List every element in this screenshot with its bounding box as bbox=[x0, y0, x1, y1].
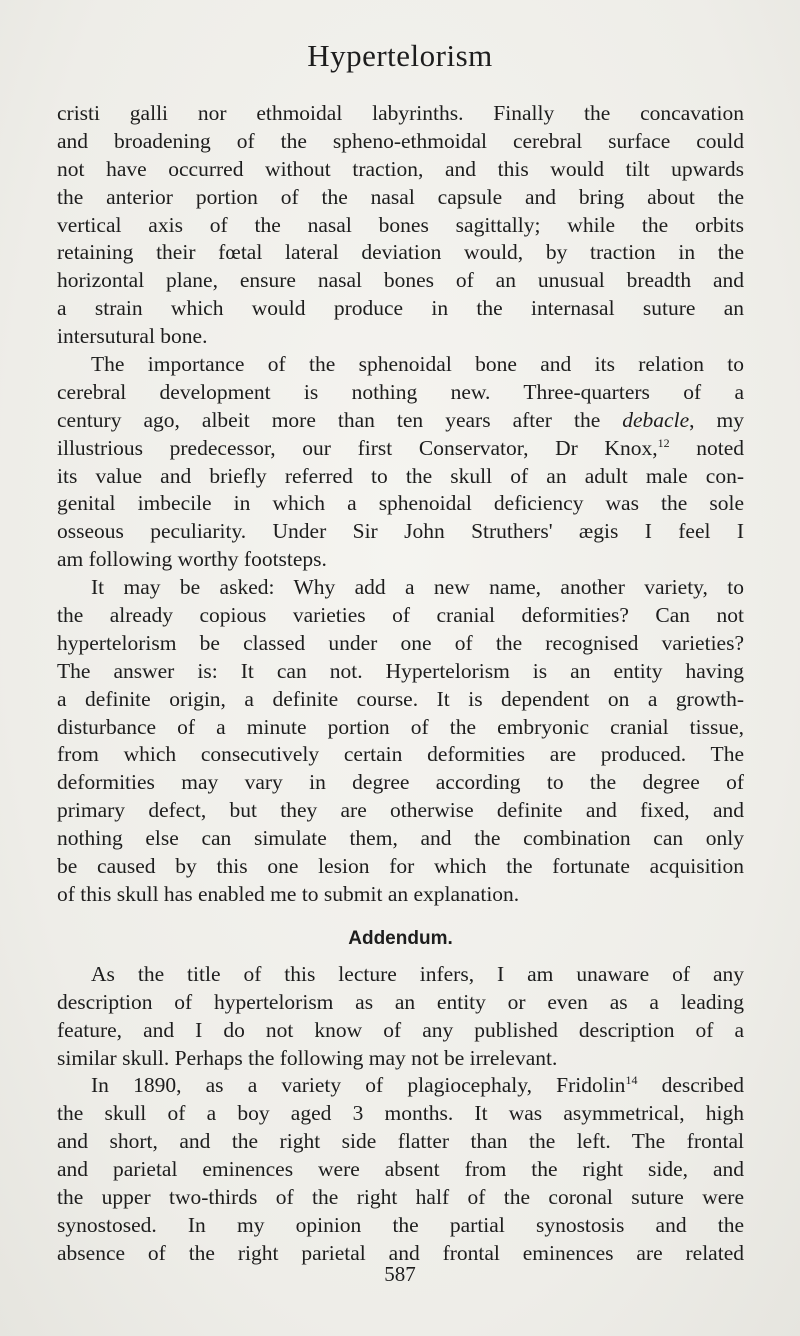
text-line: the anterior portion of the nasal capsule and bring about the bbox=[57, 184, 744, 209]
paragraph bbox=[57, 100, 744, 351]
text-line: deformities may vary in degree according to the degree of bbox=[57, 770, 744, 795]
text-body bbox=[57, 100, 744, 1268]
text-line: intersutural bone. bbox=[57, 324, 208, 349]
text-line: and parietal eminences were absent from the right side, and bbox=[57, 1157, 744, 1182]
text-line: from which consecutively certain deformities are produced. The bbox=[57, 742, 744, 767]
text-line: the skull of a boy aged 3 months. It was asymmetrical, high bbox=[57, 1101, 744, 1126]
text-line: illustrious predecessor, our first Conservator, Dr Knox,$^{12}$ noted bbox=[57, 435, 744, 460]
text-line: and broadening of the spheno-ethmoidal cerebral surface could bbox=[57, 128, 744, 153]
text-line: a strain which would produce in the internasal suture an bbox=[57, 296, 744, 321]
text-line: primary defect, but they are otherwise definite and fixed, and bbox=[57, 798, 744, 823]
text-line: retaining their fœtal lateral deviation would, by traction in the bbox=[57, 240, 744, 265]
text-line: cristi galli nor ethmoidal labyrinths. Finally the concavation bbox=[57, 101, 744, 125]
text-line: a definite origin, a definite course. It is dependent on a growth- bbox=[57, 686, 744, 711]
text-line: As the title of this lecture infers, I am unaware of any bbox=[91, 961, 744, 986]
text-line: absence of the right parietal and frontal eminences are related bbox=[57, 1240, 744, 1265]
text-line: hypertelorism be classed under one of the recognised varieties? bbox=[57, 630, 744, 655]
text-line: be caused by this one lesion for which the fortunate acquisition bbox=[57, 854, 744, 879]
text-line: disturbance of a minute portion of the embryonic cranial tissue, bbox=[57, 714, 744, 739]
text-line: nothing else can simulate them, and the combination can only bbox=[57, 826, 744, 851]
text-line: genital imbecile in which a sphenoidal deficiency was the sole bbox=[57, 491, 744, 516]
text-line: synostosed. In my opinion the partial synostosis and the bbox=[57, 1212, 744, 1237]
page-number: 587 bbox=[384, 1262, 416, 1286]
paragraph bbox=[57, 351, 744, 574]
text-line: vertical axis of the nasal bones sagittally; while the orbits bbox=[57, 212, 744, 237]
text-line: the already copious varieties of cranial deformities? Can not bbox=[57, 603, 744, 628]
paragraph bbox=[57, 1072, 744, 1267]
text-line: similar skull. Perhaps the following may not be irrelevant. bbox=[57, 1045, 558, 1070]
text-line: The importance of the sphenoidal bone and its relation to bbox=[91, 352, 744, 377]
text-line: and short, and the right side flatter than the left. The frontal bbox=[57, 1129, 744, 1154]
running-head: Hypertelorism bbox=[307, 38, 493, 73]
text-line: It may be asked: Why add a new name, another variety, to bbox=[91, 575, 744, 600]
text-line: not have occurred without traction, and this would tilt upwards bbox=[57, 156, 744, 181]
text-line: In 1890, as a variety of plagiocephaly, Fridolin$^{14}$ described bbox=[91, 1073, 744, 1098]
paragraph bbox=[57, 961, 744, 1073]
text-line: am following worthy footsteps. bbox=[57, 547, 327, 572]
text-line: horizontal plane, ensure nasal bones of an unusual breadth and bbox=[57, 268, 744, 293]
text-line: of this skull has enabled me to submit an explanation. bbox=[57, 881, 520, 906]
text-line: cerebral development is nothing new. Three-quarters of a bbox=[57, 379, 744, 404]
paragraph bbox=[57, 574, 744, 909]
text-line: the upper two-thirds of the right half of the coronal suture were bbox=[57, 1184, 744, 1209]
text-line: century ago, albeit more than ten years after the debacle, my bbox=[57, 407, 744, 432]
text-line: its value and briefly referred to the skull of an adult male con- bbox=[57, 463, 744, 488]
text-line: The answer is: It can not. Hypertelorism is an entity having bbox=[57, 658, 744, 683]
text-line: osseous peculiarity. Under Sir John Struthers' ægis I feel I bbox=[57, 519, 744, 544]
text-line: description of hypertelorism as an entity or even as a leading bbox=[57, 989, 744, 1014]
text-line: feature, and I do not know of any published description of a bbox=[57, 1017, 744, 1042]
section-heading: Addendum. bbox=[348, 927, 453, 949]
